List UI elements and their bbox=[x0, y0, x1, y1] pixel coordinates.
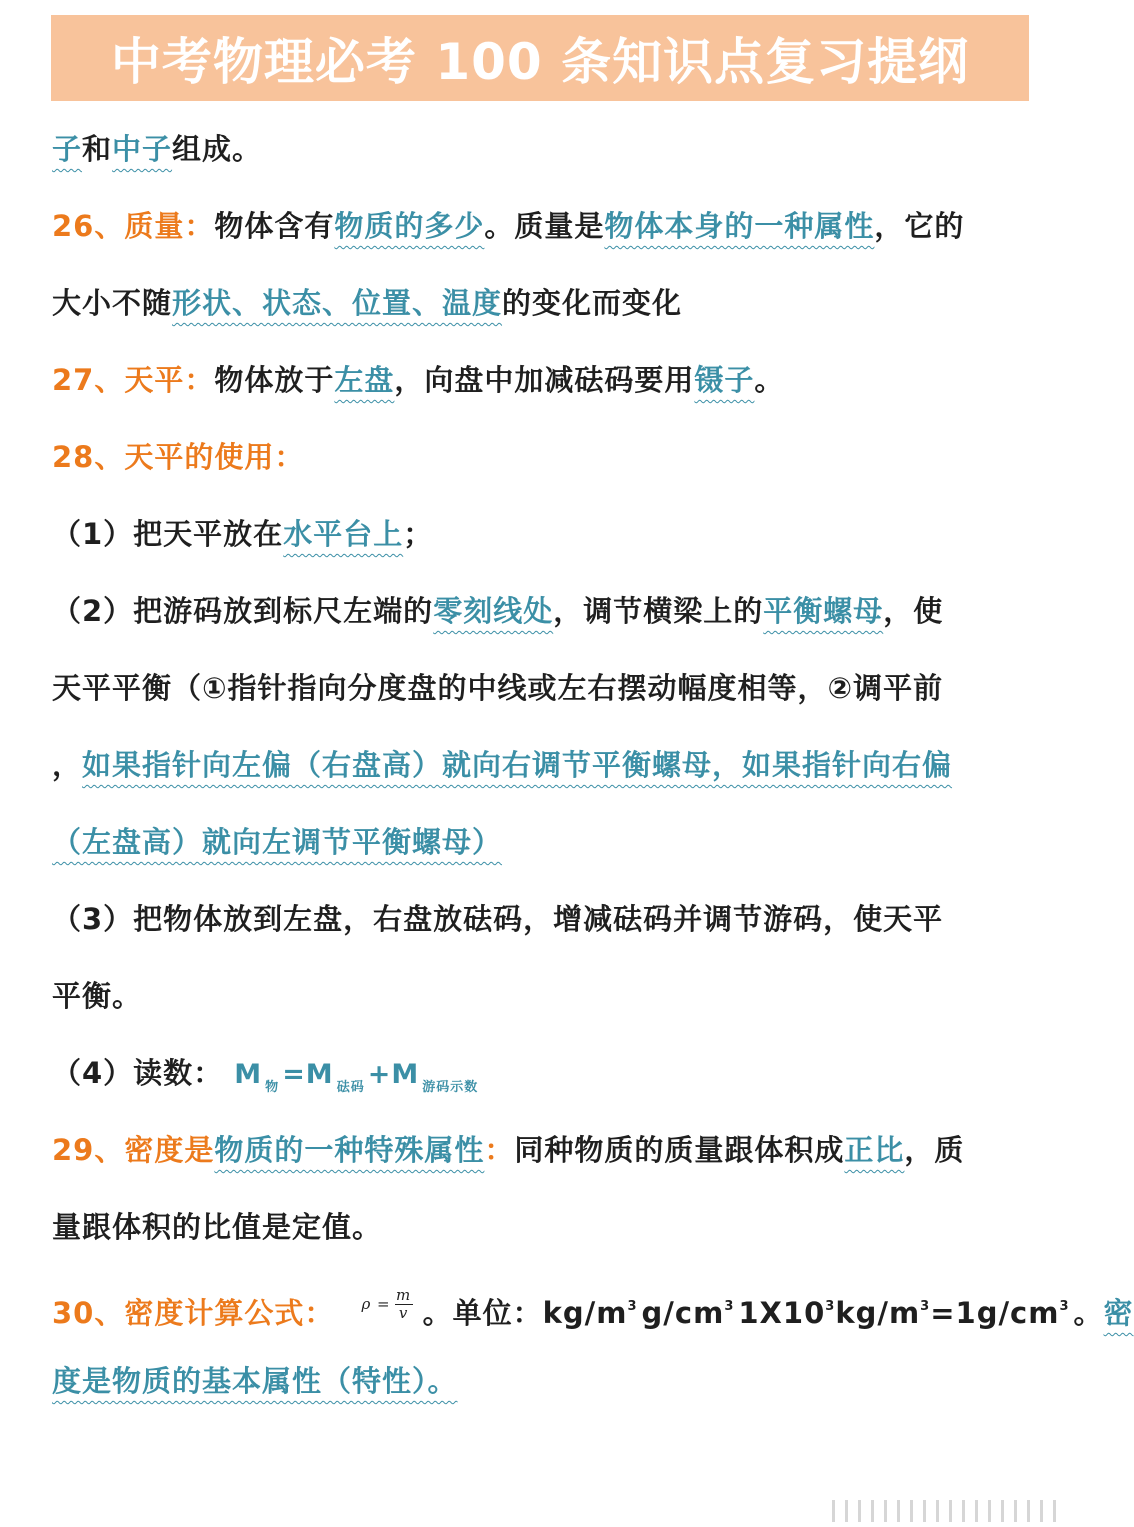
text: ，质 bbox=[904, 1133, 965, 1167]
text: 的变化而变化 bbox=[502, 286, 683, 320]
text: 天平平衡（①指针指向分度盘的中线或左右摆动幅度相等，②调平前 bbox=[52, 671, 944, 705]
text-line bbox=[52, 122, 1032, 199]
text-line bbox=[52, 815, 1032, 892]
text: ，它的 bbox=[874, 209, 965, 243]
text-line bbox=[52, 661, 1032, 738]
item-number: 29、密度是 bbox=[52, 1133, 215, 1167]
denominator: v bbox=[398, 1303, 409, 1322]
keyword: （左盘高）就向左调节平衡螺母） bbox=[52, 825, 503, 859]
text: 和 bbox=[82, 132, 113, 166]
text: 大小不随 bbox=[52, 286, 173, 320]
numerator: m bbox=[396, 1285, 412, 1304]
step-3 bbox=[52, 892, 1032, 969]
text: 同种物质的质量跟体积成 bbox=[514, 1133, 845, 1167]
unit: $g/cm^3$ bbox=[641, 1296, 735, 1330]
keyword: 物体本身的一种属性 bbox=[604, 209, 875, 243]
step-4-reading bbox=[52, 1046, 1032, 1123]
formula-symbol: +M bbox=[367, 1059, 420, 1090]
keyword: 镊子 bbox=[694, 363, 755, 397]
item-number: 26、质量： bbox=[52, 209, 215, 243]
keyword: 度是物质的基本属性（特性）。 bbox=[52, 1364, 458, 1398]
text: 物体含有 bbox=[214, 209, 335, 243]
item-27-balance bbox=[52, 353, 1032, 430]
keyword: 形状、状态、位置、温度 bbox=[172, 286, 503, 320]
item-number: 30、密度计算公式： bbox=[52, 1296, 335, 1330]
text: 平衡。 bbox=[52, 979, 143, 1013]
formula-subscript: 砝码 bbox=[336, 1080, 365, 1095]
item-30-density-formula bbox=[52, 1277, 1134, 1354]
keyword: 物质的多少 bbox=[334, 209, 485, 243]
text: ，向盘中加减砝码要用 bbox=[394, 363, 695, 397]
keyword: 物质的一种特殊属性 bbox=[214, 1133, 485, 1167]
text: ， bbox=[52, 748, 83, 782]
mass-formula bbox=[234, 1059, 481, 1095]
text: ，使 bbox=[883, 594, 944, 628]
rho-symbol: ρ = bbox=[361, 1295, 391, 1313]
keyword: 水平台上 bbox=[283, 517, 404, 551]
text: 。 bbox=[1073, 1296, 1104, 1330]
text: （1）把天平放在 bbox=[52, 517, 284, 551]
text: 组成。 bbox=[172, 132, 263, 166]
item-26-mass bbox=[52, 199, 1032, 276]
fraction bbox=[395, 1287, 413, 1322]
keyword: 平衡螺母 bbox=[763, 594, 884, 628]
keyword: 正比 bbox=[844, 1133, 905, 1167]
item-28-balance-usage bbox=[52, 430, 1032, 507]
title-banner bbox=[51, 15, 1029, 101]
text: 。单位： bbox=[422, 1296, 543, 1330]
item-number: 28、天平的使用： bbox=[52, 440, 305, 474]
density-formula bbox=[361, 1277, 412, 1331]
document-body bbox=[52, 122, 1134, 1431]
text-line bbox=[52, 1200, 1032, 1277]
text-line bbox=[52, 1354, 1032, 1431]
text: （2）把游码放到标尺左端的 bbox=[52, 594, 434, 628]
text: ； bbox=[403, 517, 434, 551]
unit: $kg/m^3$ bbox=[542, 1296, 638, 1330]
keyword: 如果指针向左偏（右盘高）就向右调节平衡螺母，如果指针向右偏 bbox=[82, 748, 953, 782]
text-line bbox=[52, 276, 1032, 353]
page-title: 中考物理必考 100 条知识点复习提纲 bbox=[110, 33, 970, 91]
keyword: 密 bbox=[1103, 1296, 1134, 1330]
text-line bbox=[52, 969, 1032, 1046]
text: 。质量是 bbox=[484, 209, 605, 243]
formula-symbol: M bbox=[234, 1059, 263, 1090]
keyword: 中子 bbox=[112, 132, 173, 166]
formula-subscript: 物 bbox=[265, 1080, 280, 1095]
formula-subscript: 游码示数 bbox=[422, 1080, 479, 1095]
text-line bbox=[52, 738, 1032, 815]
item-number: 27、天平： bbox=[52, 363, 215, 397]
keyword: 左盘 bbox=[334, 363, 395, 397]
text: 。 bbox=[754, 363, 785, 397]
item-29-density bbox=[52, 1123, 1032, 1200]
step-1 bbox=[52, 507, 1032, 584]
text: 量跟体积的比值是定值。 bbox=[52, 1210, 383, 1244]
unit-conversion: $1X10^3kg/m^3=1g/cm^3$ bbox=[738, 1296, 1070, 1330]
page-edge-marks bbox=[832, 1500, 1056, 1522]
item-colon: ： bbox=[484, 1133, 515, 1167]
text: ，调节横梁上的 bbox=[553, 594, 764, 628]
text: （4）读数： bbox=[52, 1056, 224, 1090]
keyword: 子 bbox=[52, 132, 83, 166]
keyword: 零刻线处 bbox=[433, 594, 554, 628]
text: 物体放于 bbox=[214, 363, 335, 397]
step-2 bbox=[52, 584, 1032, 661]
formula-symbol: =M bbox=[282, 1059, 334, 1090]
text: （3）把物体放到左盘，右盘放砝码，增减砝码并调节游码，使天平 bbox=[52, 902, 944, 936]
